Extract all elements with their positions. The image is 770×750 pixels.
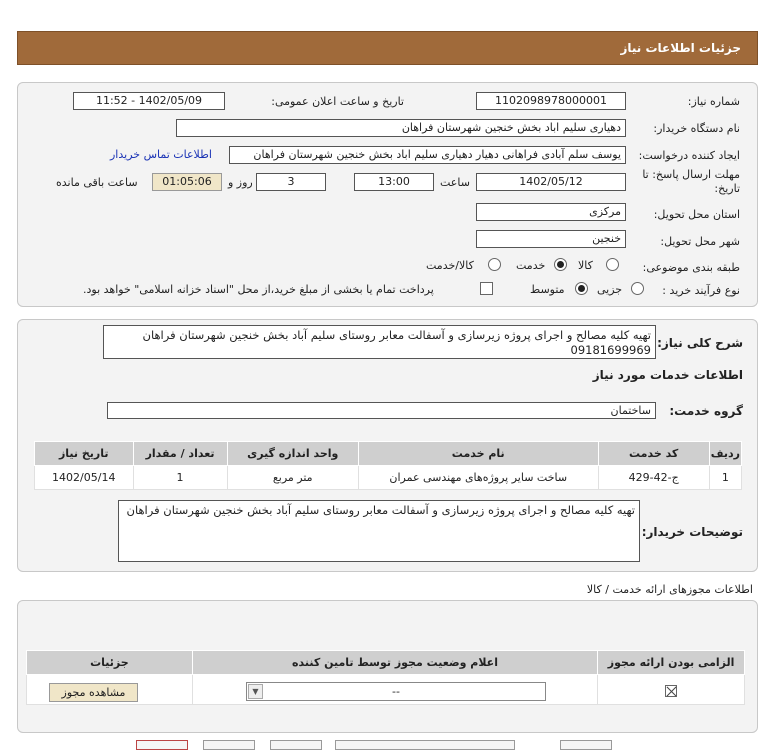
- cell-row: 1: [709, 466, 741, 490]
- time-label: ساعت: [440, 176, 470, 189]
- need-number-field: 1102098978000001: [476, 92, 626, 110]
- bottom-button-3[interactable]: [270, 740, 322, 750]
- remaining-time-field: 01:05:06: [152, 173, 222, 191]
- deadline-label: [620, 168, 740, 196]
- process-radio-medium[interactable]: [575, 282, 588, 295]
- buyer-notes-label: توضیحات خریدار:: [641, 525, 743, 539]
- bottom-button-5[interactable]: [560, 740, 612, 750]
- service-group-label: گروه خدمت:: [669, 404, 743, 418]
- services-table-header: [35, 442, 742, 466]
- city-field: خنجین: [476, 230, 626, 248]
- col-date: تاریخ نیاز: [35, 442, 134, 466]
- col-row: ردیف: [709, 442, 741, 466]
- buyer-notes-textarea: تهیه کلیه مصالح و اجرای پروژه زیرسازی و آسفالت معابر روستای سلیم آباد بخش خنجین شهرستان فراهان: [118, 500, 640, 562]
- permit-status-select[interactable]: [246, 682, 546, 701]
- process-radio-minor[interactable]: [631, 282, 644, 295]
- services-section-title: اطلاعات خدمات مورد نیاز: [592, 368, 743, 382]
- province-field: مرکزی: [476, 203, 626, 221]
- creator-label: ایجاد کننده درخواست:: [638, 149, 740, 162]
- col-permit-details: جزئیات: [27, 651, 193, 675]
- payment-note: پرداخت تمام یا بخشی از مبلغ خرید،از محل "اسناد خزانه اسلامی" خواهد بود.: [83, 283, 434, 296]
- bottom-button-2[interactable]: [203, 740, 255, 750]
- cell-qty: 1: [133, 466, 227, 490]
- col-permit-status: اعلام وضعیت مجوز توسط تامین کننده: [192, 651, 597, 675]
- col-name: نام خدمت: [358, 442, 598, 466]
- page-header: جزئیات اطلاعات نیاز: [17, 31, 758, 65]
- deadline-label-text: مهلت ارسال پاسخ: تا تاریخ:: [642, 168, 740, 195]
- service-group-field: ساختمان: [107, 402, 656, 419]
- category-radio-service[interactable]: [554, 258, 567, 271]
- need-number-label: شماره نیاز:: [687, 95, 740, 108]
- buyer-org-field: دهیاری سلیم اباد بخش خنجین شهرستان فراهان: [176, 119, 626, 137]
- announce-field: 1402/05/09 - 11:52: [73, 92, 225, 110]
- process-option-medium: متوسط: [530, 283, 565, 296]
- category-radio-goods-service[interactable]: [488, 258, 501, 271]
- category-option-goods-service: کالا/خدمت: [426, 259, 474, 272]
- cell-date: 1402/05/14: [35, 466, 134, 490]
- summary-textarea: تهیه کلیه مصالح و اجرای پروژه زیرسازی و آسفالت معابر روستای سلیم آباد بخش خنجین شهرستان فراهان 09181699969: [103, 325, 656, 359]
- col-qty: تعداد / مقدار: [133, 442, 227, 466]
- category-radio-goods[interactable]: [606, 258, 619, 271]
- deadline-time-field: 13:00: [354, 173, 434, 191]
- days-field: 3: [256, 173, 326, 191]
- cell-name: ساخت سایر پروژه‌های مهندسی عمران: [358, 466, 598, 490]
- summary-label: شرح کلی نیاز:: [657, 336, 743, 350]
- process-option-minor: جزیی: [597, 283, 623, 296]
- permits-section-title: اطلاعات مجوزهای ارائه خدمت / کالا: [586, 583, 753, 596]
- treasury-checkbox[interactable]: [480, 282, 493, 295]
- cell-code: ج-42-429: [598, 466, 709, 490]
- province-label: استان محل تحویل:: [653, 208, 740, 221]
- bottom-button-4[interactable]: [335, 740, 515, 750]
- bottom-button-1[interactable]: [136, 740, 188, 750]
- col-permit-required: الزامی بودن ارائه مجوز: [598, 651, 745, 675]
- category-option-goods: کالا: [578, 259, 593, 272]
- remaining-label: ساعت باقی مانده: [56, 176, 138, 189]
- permit-status-value: --: [392, 685, 400, 698]
- buyer-contact-link[interactable]: اطلاعات تماس خریدار: [110, 148, 212, 161]
- permit-required-checkbox: [665, 685, 677, 697]
- col-code: کد خدمت: [598, 442, 709, 466]
- services-table: [34, 441, 742, 490]
- city-label: شهر محل تحویل:: [660, 235, 740, 248]
- view-permit-button[interactable]: مشاهده مجوز: [49, 683, 138, 702]
- category-option-service: خدمت: [516, 259, 546, 272]
- permits-table-header: [27, 651, 745, 675]
- creator-field: یوسف سلم آبادی فراهانی دهیار دهیاری سلیم اباد بخش خنجین شهرستان فراهان: [229, 146, 626, 164]
- days-label: روز و: [228, 176, 253, 189]
- table-row: [35, 466, 742, 490]
- col-unit: واحد اندازه گیری: [227, 442, 358, 466]
- process-label: نوع فرآیند خرید :: [662, 284, 740, 297]
- buyer-org-label: نام دستگاه خریدار:: [653, 122, 740, 135]
- announce-label: تاریخ و ساعت اعلان عمومی:: [271, 95, 404, 108]
- category-label: طبقه بندی موضوعی:: [642, 261, 740, 274]
- cell-unit: متر مربع: [227, 466, 358, 490]
- chevron-down-icon: ▼: [248, 684, 263, 699]
- deadline-date-field: 1402/05/12: [476, 173, 626, 191]
